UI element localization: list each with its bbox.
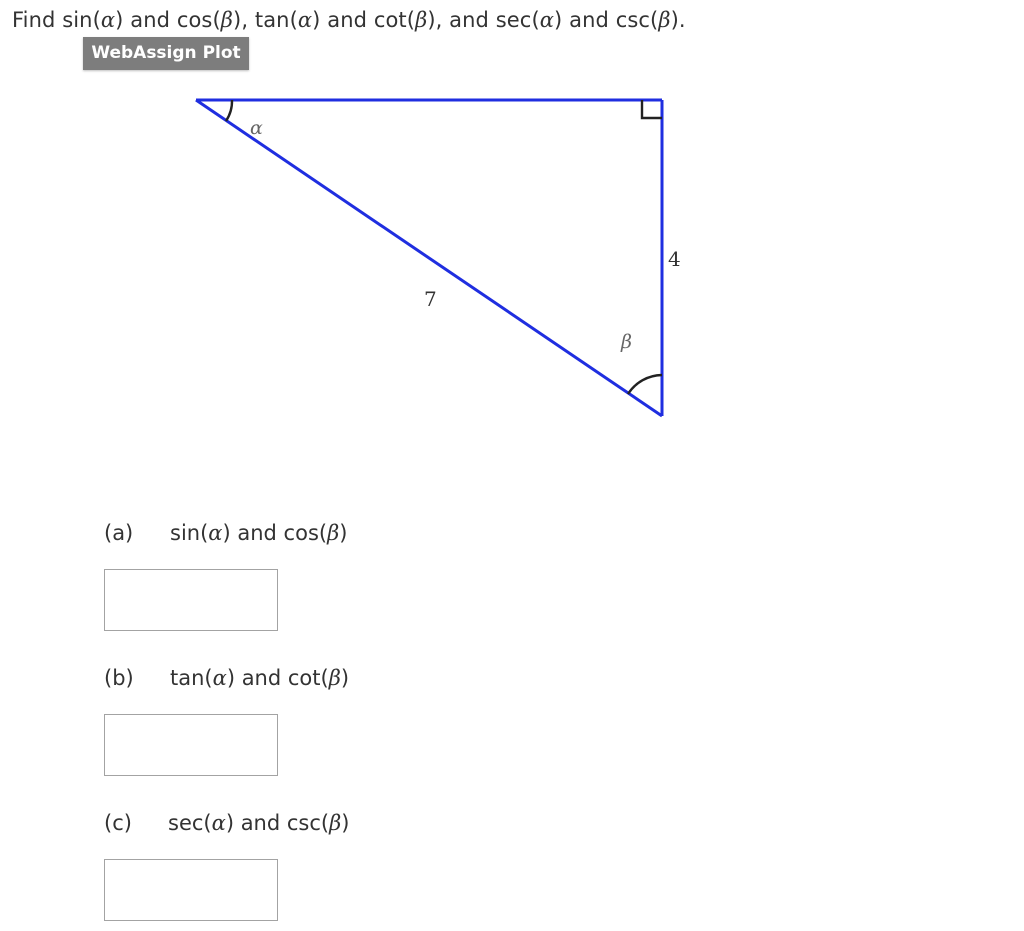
part-a-letter: (a) bbox=[104, 521, 134, 545]
question-text: Find sin(α) and cos(β), tan(α) and cot(β), and sec(α) and csc(β). bbox=[12, 8, 686, 32]
triangle-shape bbox=[196, 100, 662, 416]
func-tan: tan bbox=[254, 8, 290, 32]
beta-arc bbox=[628, 375, 662, 394]
part-b-prompt: (b) tan(α) and cot(β) bbox=[104, 663, 349, 693]
var-beta: β bbox=[328, 666, 341, 690]
part-c-letter: (c) bbox=[104, 811, 132, 835]
func-cot: cot bbox=[287, 666, 321, 690]
answer-input-a[interactable] bbox=[104, 569, 278, 631]
part-a bbox=[104, 518, 347, 631]
func-sin: sin bbox=[170, 521, 201, 545]
var-alpha: α bbox=[297, 8, 313, 32]
var-beta: β bbox=[415, 8, 428, 32]
joiner-text: and bbox=[235, 666, 288, 690]
joiner-text: and bbox=[234, 811, 287, 835]
func-sec: sec bbox=[495, 8, 532, 32]
func-tan: tan bbox=[170, 666, 205, 690]
func-sin: sin bbox=[62, 8, 93, 32]
part-b-letter: (b) bbox=[104, 666, 134, 690]
triangle-figure bbox=[0, 0, 1024, 440]
func-csc: csc bbox=[286, 811, 321, 835]
joiner-text: and bbox=[320, 8, 374, 32]
alpha-arc bbox=[226, 100, 232, 121]
right-angle-marker bbox=[642, 100, 662, 118]
question-suffix: . bbox=[678, 8, 686, 32]
joiner-text: , bbox=[241, 8, 255, 32]
var-beta: β bbox=[658, 8, 671, 32]
webassign-plot-button[interactable]: WebAssign Plot bbox=[83, 37, 249, 70]
joiner-text: and bbox=[562, 8, 616, 32]
func-cos: cos bbox=[176, 8, 213, 32]
hypotenuse bbox=[196, 100, 662, 416]
var-alpha: α bbox=[211, 811, 226, 835]
var-beta: β bbox=[220, 8, 234, 32]
beta-label: β bbox=[621, 331, 632, 353]
hypotenuse-label: 7 bbox=[424, 287, 437, 311]
var-alpha: α bbox=[208, 521, 223, 545]
joiner-text: and bbox=[123, 8, 177, 32]
var-alpha: α bbox=[100, 8, 116, 32]
var-beta: β bbox=[329, 811, 342, 835]
answer-input-b[interactable] bbox=[104, 714, 278, 776]
var-alpha: α bbox=[539, 8, 555, 32]
side-label: 4 bbox=[668, 247, 681, 271]
joiner-text: and bbox=[230, 521, 284, 545]
func-csc: csc bbox=[615, 8, 651, 32]
question-prefix: Find bbox=[12, 8, 63, 32]
answer-input-c[interactable] bbox=[104, 859, 278, 921]
part-b bbox=[104, 663, 349, 776]
joiner-text: , and bbox=[435, 8, 496, 32]
func-cot: cot bbox=[373, 8, 407, 32]
func-sec: sec bbox=[168, 811, 204, 835]
var-alpha: α bbox=[212, 666, 227, 690]
func-cos: cos bbox=[283, 521, 319, 545]
part-c-prompt: (c) sec(α) and csc(β) bbox=[104, 808, 349, 838]
angle-markers bbox=[226, 100, 662, 394]
var-beta: β bbox=[327, 521, 340, 545]
alpha-label: α bbox=[250, 117, 263, 139]
part-a-prompt: (a) sin(α) and cos(β) bbox=[104, 518, 347, 548]
part-c bbox=[104, 808, 349, 921]
